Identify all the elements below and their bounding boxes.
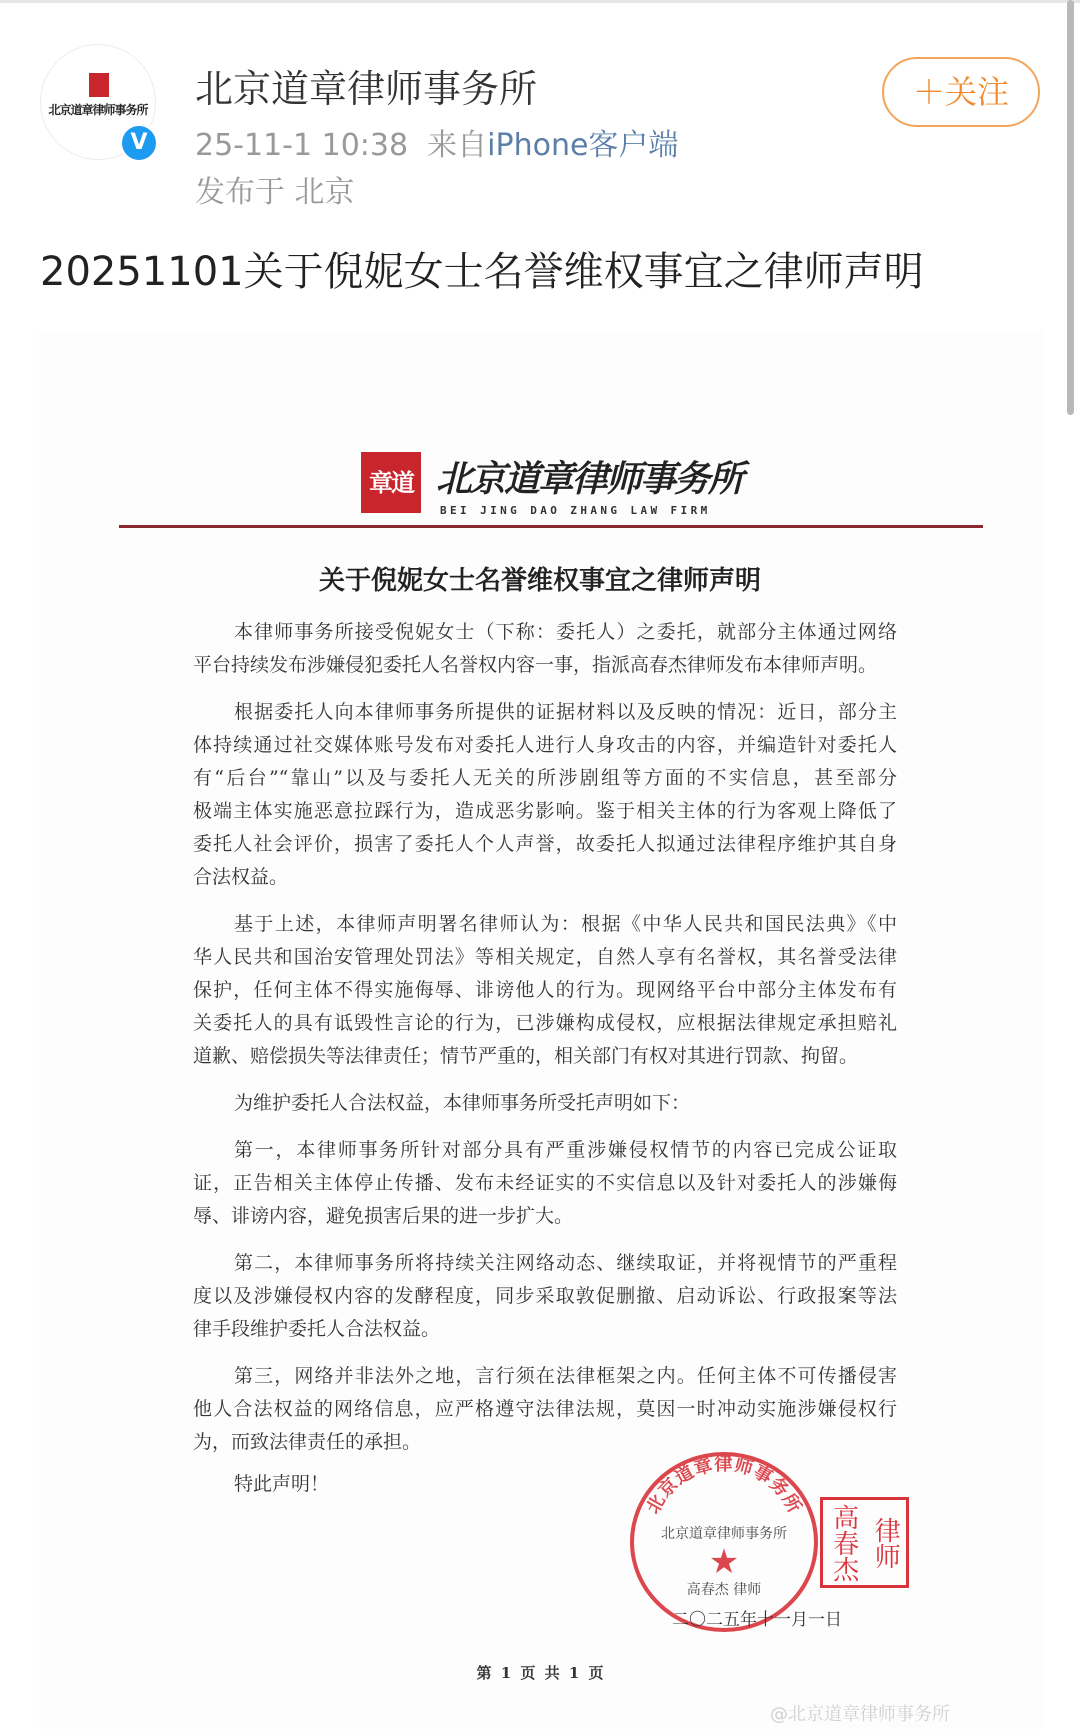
scrollbar[interactable] (1067, 0, 1074, 415)
letterhead-divider (119, 525, 983, 528)
paragraph-line: 基于上述，本律师声明署名律师认为：根据《中华人民共和国民法典》《中 (234, 913, 897, 935)
paragraph-line: 极端主体实施恶意拉踩行为，造成恶劣影响。鉴于相关主体的行为客观上降低了 (193, 800, 897, 822)
paragraph-line: 第一，本律师事务所针对部分具有严重涉嫌侵权情节的内容已完成公证取 (234, 1139, 897, 1161)
statement-paragraph (193, 616, 897, 682)
seal-char: 春杰 (828, 1529, 859, 1582)
paragraph-line: 度以及涉嫌侵权内容的发酵程度，同步采取敦促删撤、启动诉讼、行政报案等法 (193, 1285, 897, 1307)
seal-char: 师 (870, 1542, 901, 1569)
verified-icon: V (120, 124, 158, 162)
avatar-logo-seal (89, 73, 109, 97)
post-time: 25-11-1 10:38 (195, 128, 409, 163)
paragraph-line: 为，而致法律责任的承担。 (193, 1431, 422, 1453)
post-location: 发布于 北京 (195, 175, 355, 210)
paragraph-line: 有“后台”“靠山”以及与委托人无关的所涉剧组等方面的不实信息，甚至部分 (193, 767, 897, 789)
closing-text: 特此声明！ (234, 1473, 330, 1495)
letterhead-firm-name-en: BEI JING DAO ZHANG LAW FIRM (440, 504, 711, 517)
follow-button[interactable]: ＋关注 (882, 57, 1040, 127)
top-divider (0, 0, 1080, 3)
stamp-ring-text (643, 1453, 806, 1517)
post-title: 20251101关于倪妮女士名誉维权事宜之律师声明 (40, 249, 924, 295)
avatar-firm-name: 北京道章律师事务所 (48, 103, 148, 117)
statement-paragraph (193, 908, 897, 1073)
paragraph-line: 根据委托人向本律师事务所提供的证据材料以及反映的情况：近日，部分主 (234, 701, 897, 723)
letterhead-firm-name: 北京道章律师事务所 (436, 458, 743, 500)
stamp-signer: 高春杰 律师 (686, 1582, 762, 1598)
lawyer-seal (820, 1497, 909, 1588)
post-source[interactable]: iPhone客户端 (487, 128, 679, 163)
paragraph-line: 律手段维护委托人合法权益。 (193, 1318, 441, 1340)
paragraph-line: 体持续通过社交媒体账号发布对委托人进行人身攻击的内容，并编造针对委托人 (193, 734, 897, 756)
statement-paragraph (193, 1247, 897, 1346)
statement-paragraph (193, 696, 897, 894)
seal-char: 高 (828, 1503, 859, 1530)
statement-paragraph (193, 1087, 897, 1120)
paragraph-line: 第二，本律师事务所将持续关注网络动态、继续取证，并将视情节的严重程 (234, 1252, 897, 1274)
author-name[interactable]: 北京道章律师事务所 (195, 67, 538, 111)
firm-logo: 章道 (361, 452, 421, 513)
stamp-inner-text: 北京道章律师事务所 (661, 1526, 787, 1542)
paragraph-line: 委托人社会评价，损害了委托人个人声誉，故委托人拟通过法律程序维护其自身 (193, 833, 897, 855)
page-number: 第 1 页 共 1 页 (476, 1664, 604, 1682)
post-meta (195, 120, 678, 164)
paragraph-line: 平台持续发布涉嫌侵犯委托人名誉权内容一事，指派高春杰律师发布本律师声明。 (193, 654, 878, 676)
seal-column (828, 1503, 859, 1582)
paragraph-line: 合法权益。 (193, 866, 289, 888)
star-icon: ★ (708, 1542, 740, 1582)
paragraph-line: 为维护委托人合法权益，本律师事务所受托声明如下： (234, 1092, 691, 1114)
watermark: @北京道章律师事务所 (770, 1704, 950, 1725)
document-body (193, 616, 897, 1459)
document-date: 二〇二五年十一月一日 (672, 1610, 842, 1630)
statement-paragraph (193, 1134, 897, 1233)
paragraph-line: 华人民共和国治安管理处罚法》等相关规定，自然人享有名誉权，其名誉受法律 (193, 946, 897, 968)
official-stamp (630, 1452, 818, 1632)
seal-char: 律 (870, 1516, 901, 1543)
paragraph-line: 关委托人的具有诋毁性言论的行为，已涉嫌构成侵权，应根据法律规定承担赔礼 (193, 1012, 897, 1034)
paragraph-line: 辱、诽谤内容，避免损害后果的进一步扩大。 (193, 1205, 574, 1227)
paragraph-line: 道歉、赔偿损失等法律责任；情节严重的，相关部门有权对其进行罚款、拘留。 (193, 1045, 859, 1067)
paragraph-line: 他人合法权益的网络信息，应严格遵守法律法规，莫因一时冲动实施涉嫌侵权行 (193, 1398, 897, 1420)
from-label: 来自 (427, 128, 488, 163)
paragraph-line: 第三，网络并非法外之地，言行须在法律框架之内。任何主体不可传播侵害 (234, 1365, 897, 1387)
seal-column (870, 1516, 901, 1569)
paragraph-line: 保护，任何主体不得实施侮辱、诽谤他人的行为。现网络平台中部分主体发布有 (193, 979, 897, 1001)
document-title: 关于倪妮女士名誉维权事宜之律师声明 (318, 566, 761, 596)
stamp-ring-text-path: 北京道章律师事务所 (642, 1453, 806, 1518)
statement-paragraph (193, 1360, 897, 1459)
paragraph-line: 本律师事务所接受倪妮女士（下称：委托人）之委托，就部分主体通过网络 (234, 621, 897, 643)
paragraph-line: 证，正告相关主体停止传播、发布未经证实的不实信息以及针对委托人的涉嫌侮 (193, 1172, 897, 1194)
